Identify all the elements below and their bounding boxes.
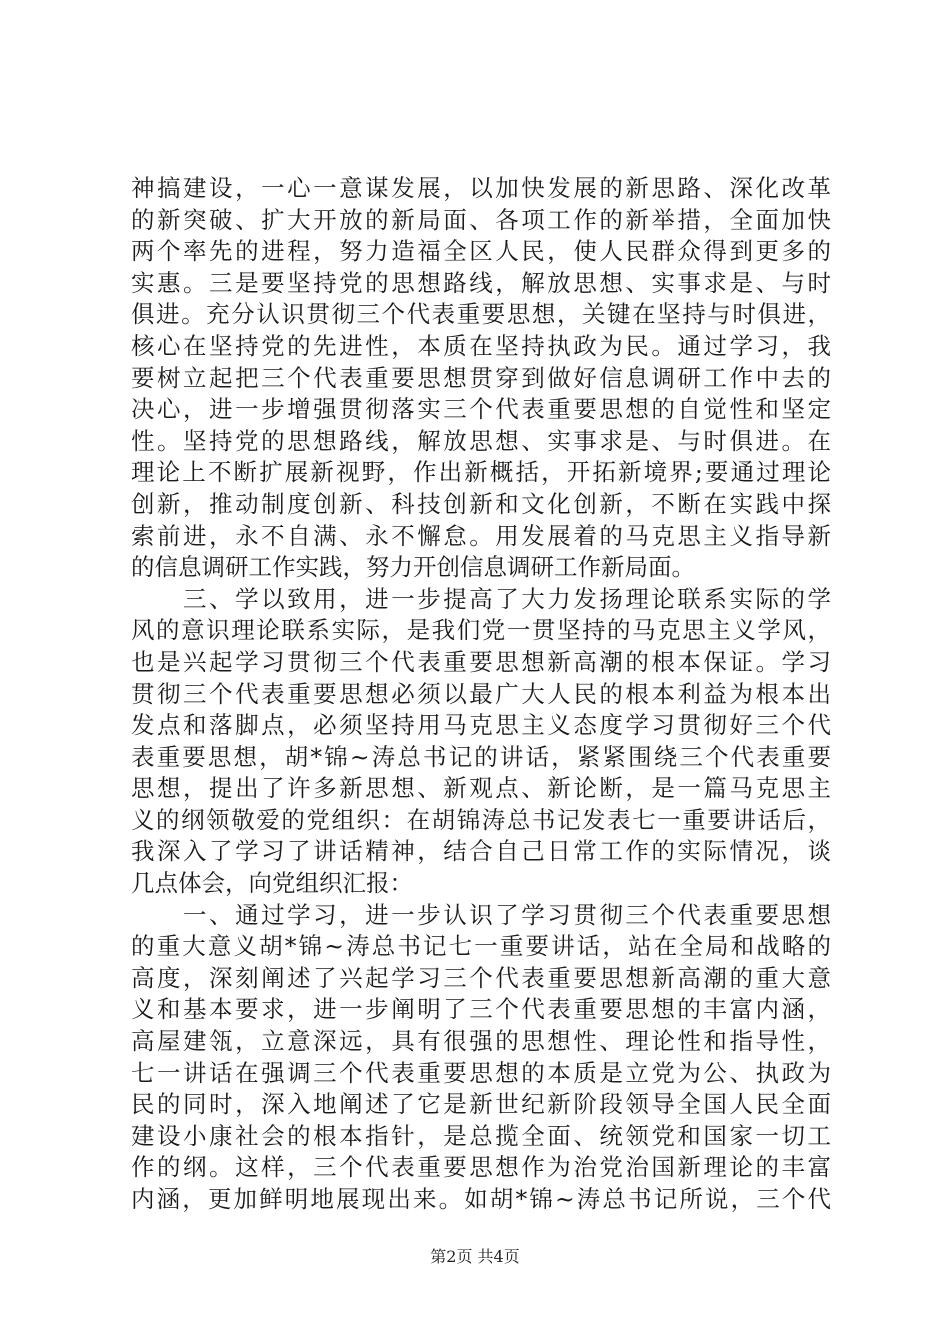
text-line: 创新，推动制度创新、科技创新和文化创新，不断在实践中探: [131, 489, 831, 518]
text-line: 思想，提出了许多新思想、新观点、新论断，是一篇马克思主: [131, 774, 831, 803]
text-line: 的信息调研工作实践，努力开创信息调研工作新局面。: [131, 553, 695, 582]
text-line: 决心，进一步增强贯彻落实三个代表重要思想的自觉性和坚定: [131, 395, 831, 424]
text-line: 一、通过学习，进一步认识了学习贯彻三个代表重要思想: [131, 900, 831, 929]
text-line: 也是兴起学习贯彻三个代表重要思想新高潮的根本保证。学习: [131, 647, 831, 676]
text-line: 三、学以致用，进一步提高了大力发扬理论联系实际的学: [131, 584, 831, 613]
text-line: 七一讲话在强调三个代表重要思想的本质是立党为公、执政为: [131, 1058, 831, 1087]
text-line: 义和基本要求，进一步阐明了三个代表重要思想的丰富内涵，: [131, 995, 831, 1024]
body-text: [131, 173, 831, 1216]
text-line: 内涵，更加鲜明地展现出来。如胡*锦~涛总书记所说，三个代: [131, 1185, 831, 1213]
text-line: 作的纲。这样，三个代表重要思想作为治党治国新理论的丰富: [131, 1153, 831, 1182]
text-line: 风的意识理论联系实际，是我们党一贯坚持的马克思主义学风，: [131, 616, 831, 645]
text-line: 的新突破、扩大开放的新局面、各项工作的新举措，全面加快: [131, 205, 831, 234]
text-line: 理论上不断扩展新视野，作出新概括，开拓新境界;要通过理论: [131, 458, 831, 487]
text-line: 义的纲领敬爱的党组织：在胡锦涛总书记发表七一重要讲话后，: [131, 805, 831, 834]
text-line: 神搞建设，一心一意谋发展，以加快发展的新思路、深化改革: [131, 174, 831, 202]
text-line: 核心在坚持党的先进性，本质在坚持执政为民。通过学习，我: [131, 331, 831, 360]
text-line: 的重大意义胡*锦~涛总书记七一重要讲话，站在全局和战略的: [131, 932, 831, 961]
text-line: 要树立起把三个代表重要思想贯穿到做好信息调研工作中去的: [131, 363, 831, 392]
text-line: 高度，深刻阐述了兴起学习三个代表重要思想新高潮的重大意: [131, 963, 831, 992]
text-line: 我深入了学习了讲话精神，结合自己日常工作的实际情况，谈: [131, 837, 831, 866]
text-line: 索前进，永不自满、永不懈怠。用发展着的马克思主义指导新: [131, 521, 831, 550]
text-line: 表重要思想，胡*锦~涛总书记的讲话，紧紧围绕三个代表重要: [131, 742, 831, 771]
page-number-footer: 第2页 共4页: [430, 1247, 520, 1266]
text-line: 发点和落脚点，必须坚持用马克思主义态度学习贯彻好三个代: [131, 711, 831, 740]
text-line: 高屋建瓴，立意深远，具有很强的思想性、理论性和指导性，: [131, 1027, 831, 1056]
text-line: 建设小康社会的根本指针，是总揽全面、统领党和国家一切工: [131, 1121, 831, 1150]
text-line: 性。坚持党的思想路线，解放思想、实事求是、与时俱进。在: [131, 426, 831, 455]
text-line: 民的同时，深入地阐述了它是新世纪新阶段领导全国人民全面: [131, 1090, 831, 1119]
text-line: 实惠。三是要坚持党的思想路线，解放思想、实事求是、与时: [131, 268, 831, 297]
text-line: 贯彻三个代表重要思想必须以最广大人民的根本利益为根本出: [131, 679, 831, 708]
text-line: 两个率先的进程，努力造福全区人民，使人民群众得到更多的: [131, 237, 831, 266]
text-line: 几点体会，向党组织汇报：: [131, 869, 413, 898]
text-line: 俱进。充分认识贯彻三个代表重要思想，关键在坚持与时俱进，: [131, 300, 831, 329]
